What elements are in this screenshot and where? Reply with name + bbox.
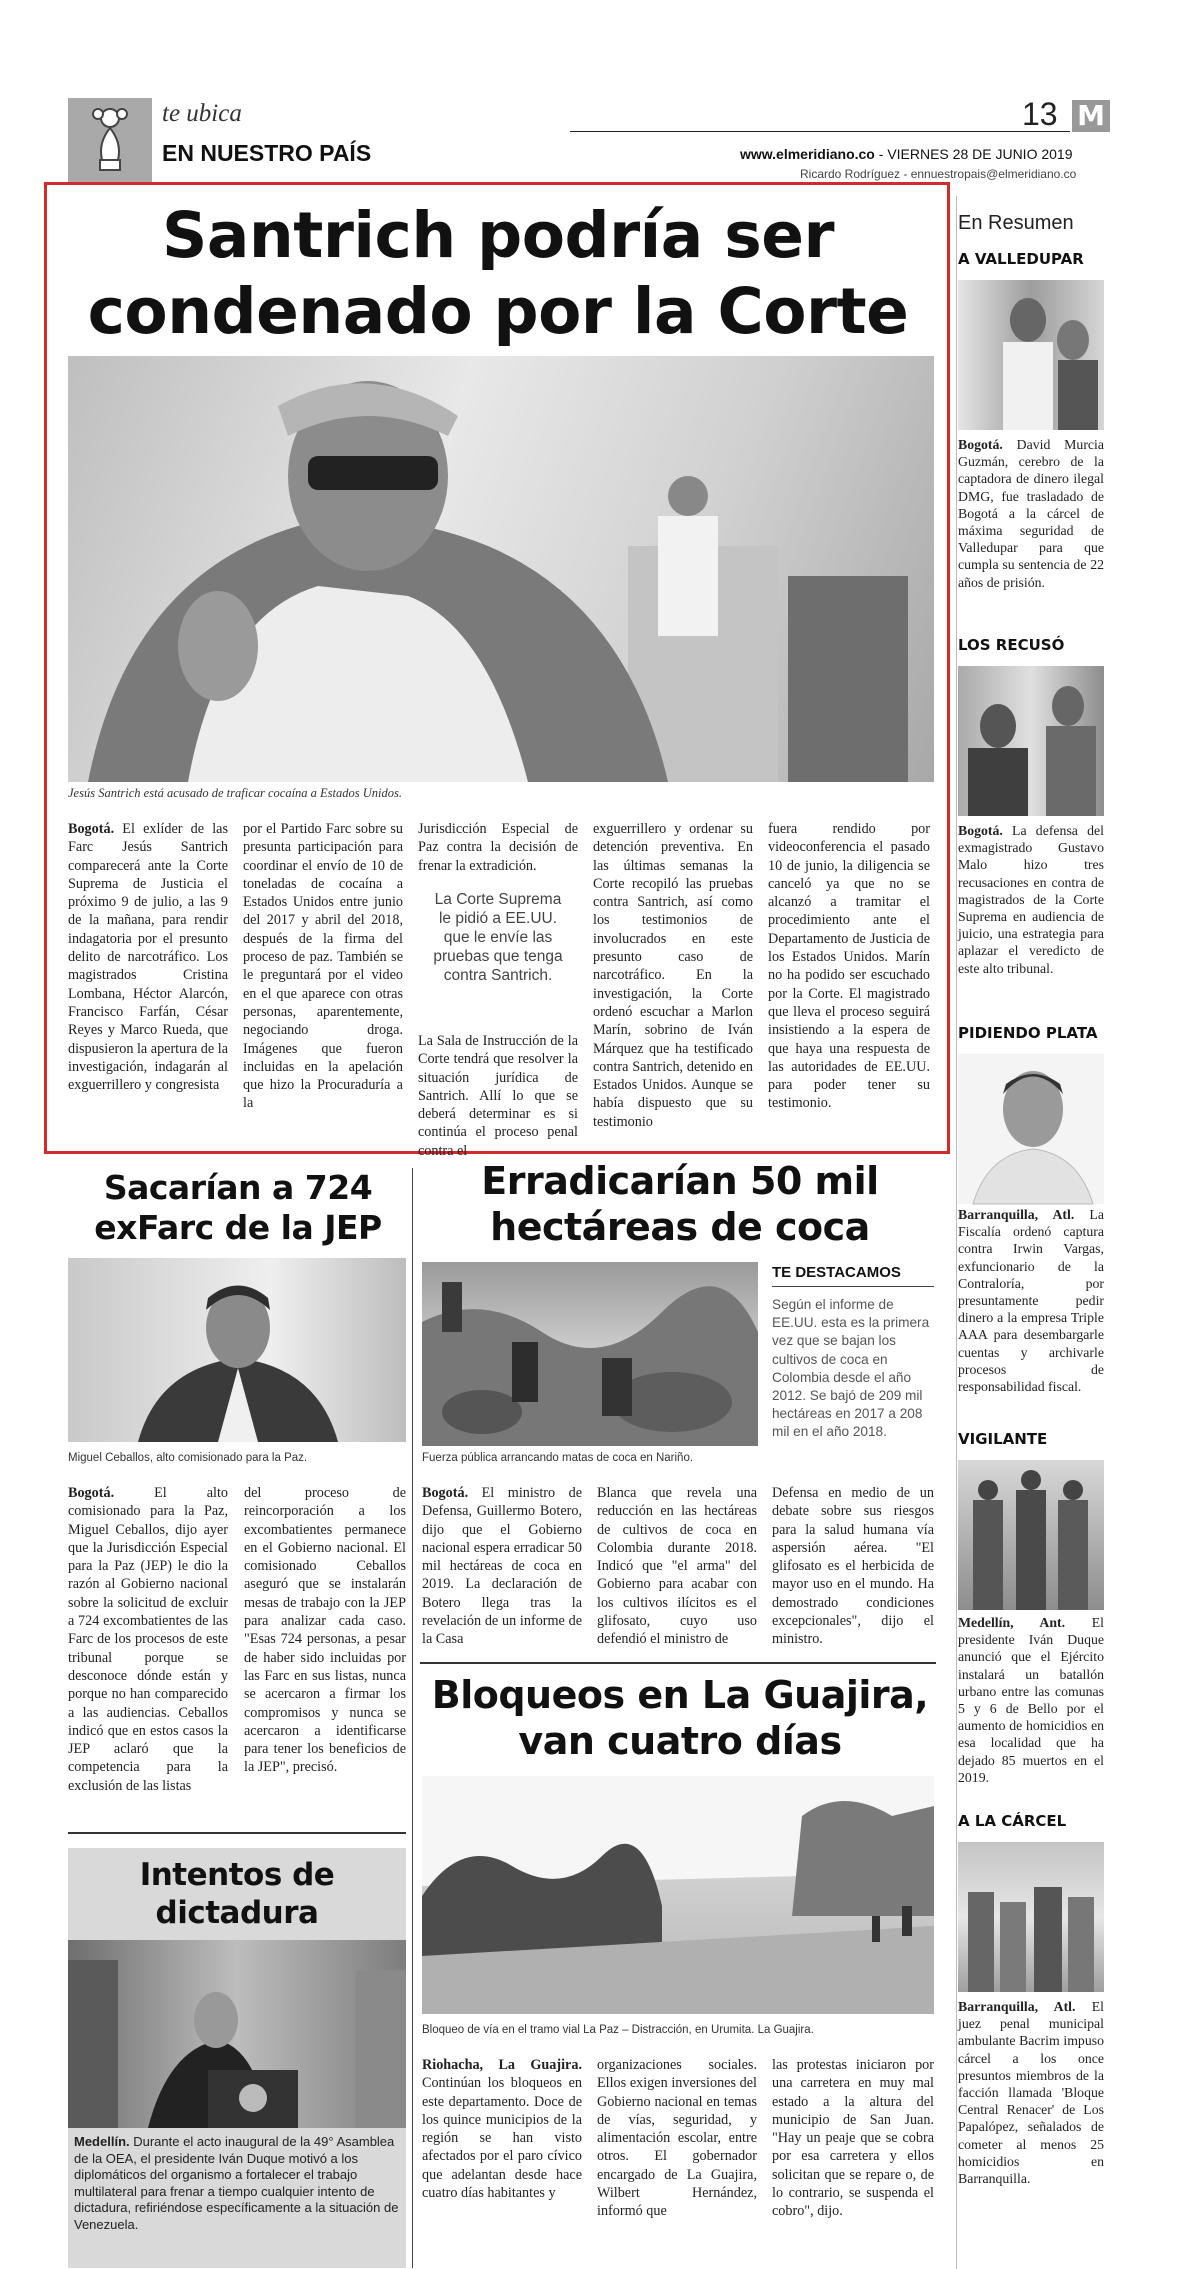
guajira-col-3: las protestas iniciaron por una carretera en muy mal estado a la altura del municipio de San Juan. "Hay un peaje que se cobra por esa carretera y ellos solicitan que se repare o, de lo contrario, se suspenda el cobro", dijo. xyxy=(772,2057,934,2220)
column-divider xyxy=(412,1168,413,2268)
main-col-3a: Jurisdicción Especial de Paz contra la decisión de frenar la extradición. xyxy=(418,821,578,874)
photo-illustration xyxy=(422,1776,934,2014)
sidebar-photo-plata xyxy=(958,1054,1104,1204)
photo-illustration xyxy=(958,280,1104,430)
sidebar-text-carcel: Barranquilla, Atl. El juez penal municipal ambulante Bacrim impuso cárcel a los once presuntos miembros de la facción llamada 'Bloque Central Renacer' de Los Papalópez, señalados de cometer al menos 25 homicidios en Barranquilla. xyxy=(958,1999,1104,2187)
section-logo xyxy=(68,98,152,184)
main-headline: Santrich podría ser condenado por la Corte xyxy=(87,199,909,348)
destacamos-rule xyxy=(772,1286,934,1287)
ceballos-caption: Miguel Ceballos, alto comisionado para la Paz. xyxy=(68,1452,308,1464)
sidebar-photo-vigilante xyxy=(958,1460,1104,1610)
sidebar-photo-carcel xyxy=(958,1842,1104,1992)
dictadura-headline: Intentos de dictadura xyxy=(139,1857,335,1931)
sidebar-text-recuso: Bogotá. La defensa del exmagistrado Gustavo Malo hizo tres recusaciones en contra de magistrados de la Corte Suprema en audiencia de juicio, una estrategia para aplazar el veredicto de este alto tribunal. xyxy=(958,823,1104,976)
sidebar-photo-valledupar xyxy=(958,280,1104,430)
main-col-2: por el Partido Farc sobre su presunta participación para coordinar el envío de 10 de toneladas de cocaína a Estados Unidos entre junio del 2017 y abril del 2018, después de la firma del proceso de paz. También se le preguntará por el video en el que aparece con otras personas, aparentemente, negociando droga. Imágenes que fueron incluidas en la apelación que hizo la Procuraduría a la xyxy=(243,821,403,1112)
section-rule xyxy=(68,1832,406,1834)
sidebar-title: En Resumen xyxy=(958,212,1074,234)
website-link[interactable]: www.elmeridiano.co xyxy=(740,146,875,162)
coca-headline: Erradicarían 50 mil hectáreas de coca xyxy=(481,1159,879,1249)
photo-illustration xyxy=(68,356,934,782)
main-col-3b: La Sala de Instrucción de la Corte tendrá que resolver la situación jurídica de Santrich. Allí lo que se deberá determinar es si continúa el proceso penal contra el xyxy=(418,1033,578,1159)
guajira-photo xyxy=(422,1776,934,2014)
coca-col-2: Blanca que revela una reducción en las hectáreas de cultivos de coca en Colombia durante 2018. Indicó que "el arma" del Gobierno para acabar con los cultivos ilícitos es el glifosato, cuyo uso defendió el ministro de xyxy=(597,1485,757,1648)
pull-quote: La Corte Suprema le pidió a EE.UU. que le envíe las pruebas que tenga contra Santrich. xyxy=(433,891,563,984)
sidebar-photo-recuso xyxy=(958,666,1104,816)
photo-illustration xyxy=(68,1258,406,1442)
sidebar-text-vigilante: Medellín, Ant. El presidente Iván Duque anunció que el Ejército instalará un batallón urbano entre las comunas 5 y 6 de Bello por el aumento de homicidios en esa localidad que ha dejado 85 muertos en el 2019. xyxy=(958,1615,1104,1785)
header-dateline: www.elmeridiano.co - VIERNES 28 DE JUNIO 2019 xyxy=(740,146,1073,162)
photo-illustration xyxy=(422,1262,758,1446)
sidebar-text-valledupar: Bogotá. David Murcia Guzmán, cerebro de la captadora de dinero ilegal DMG, fue trasladado de Bogotá a la cárcel de máxima seguridad de Valledupar para que cumpla su sentencia de 22 años de prisión. xyxy=(958,437,1104,590)
photo-illustration xyxy=(958,1842,1104,1992)
main-photo-caption: Jesús Santrich está acusado de traficar cocaína a Estados Unidos. xyxy=(68,786,402,800)
section-rule xyxy=(420,1662,936,1664)
guajira-col-2: organizaciones sociales. Ellos exigen inversiones del Gobierno nacional en temas de vías, seguridad, y alimentación escolar, entre otros. El gobernador encargado de La Guajira, Wilbert Hernández, informó que xyxy=(597,2057,757,2220)
ceballos-col-2: del proceso de reincorporación a los excombatientes permanece en el Gobierno nacional. El comisionado Ceballos aseguró que se instalarán mesas de trabajo con la JEP para analizar cada caso. "Esas 724 personas, a pesar de haber sido incluidas por las Farc en sus listas, nunca se acercaron a firmar los compromisos y nunca se acercaron a identificarse para tener los beneficios de la JEP", precisó. xyxy=(244,1485,406,1776)
sidebar-item-label: LOS RECUSÓ xyxy=(958,636,1065,654)
coca-photo xyxy=(422,1262,758,1446)
header-kicker: te ubica xyxy=(162,100,242,127)
page-number: 13 xyxy=(1022,96,1058,132)
guajira-caption: Bloqueo de vía en el tramo vial La Paz – Distracción, en Urumita. La Guajira. xyxy=(422,2024,814,2036)
photo-illustration xyxy=(958,666,1104,816)
coca-col-3: Defensa en medio de un debate sobre sus riesgos para la salud humana vía aspersión aérea. "El glifosato es el herbicida de mayor uso en el mundo. Ha demostrado condiciones excepcionales", dijo el ministro. xyxy=(772,1485,934,1648)
header-section: EN NUESTRO PAÍS xyxy=(162,140,372,166)
guajira-col-1: Riohacha, La Guajira. Continúan los bloqueos en este departamento. Doce de los quince municipios de la región se han visto afectados por el paro cívico que adelantan desde hace cuatro días habitantes y xyxy=(422,2057,582,2202)
sidebar-item-label: A VALLEDUPAR xyxy=(958,250,1084,268)
guajira-headline: Bloqueos en La Guajira, van cuatro días xyxy=(431,1673,929,1763)
byline: Ricardo Rodríguez - ennuestropais@elmeridiano.co xyxy=(800,167,1077,181)
ceballos-headline: Sacarían a 724 exFarc de la JEP xyxy=(94,1168,382,1247)
sidebar-item-label: PIDIENDO PLATA xyxy=(958,1024,1098,1042)
photo-illustration xyxy=(958,1054,1104,1204)
ceballos-col-1: Bogotá. El alto comisionado para la Paz, Miguel Ceballos, dijo ayer que la Jurisdicción Especial para la Paz (JEP) le dio la razón al Gobierno nacional sobre la solicitud de excluir a 724 excombatientes de las Farc de los procesos de este tribunal porque se desconoce dónde están y porque no han comparecido a las audiencias. Ceballos indicó que en estos casos la JEP aclaró que la competencia para la exclusión de las listas xyxy=(68,1485,228,1794)
sidebar-item-label: VIGILANTE xyxy=(958,1430,1048,1448)
header-rule-right xyxy=(570,131,1070,132)
destacamos-text: Según el informe de EE.UU. esta es la primera vez que se bajan los cultivos de coca en Colombia desde el año 2012. Se bajó de 209 mil hectáreas en 2017 a 208 mil en el año 2018. xyxy=(772,1297,930,1440)
photo-illustration xyxy=(958,1460,1104,1610)
sidebar-text-plata: Barranquilla, Atl. La Fiscalía ordenó captura contra Irwin Vargas, exfuncionario de la Contraloría, por presuntamente pedir dinero a la empresa Triple AAA para desembargarle cuentas y archivarle procesos de responsabilidad fiscal. xyxy=(958,1207,1104,1395)
sidebar-item-label: A LA CÁRCEL xyxy=(958,1812,1067,1830)
issue-date: VIERNES 28 DE JUNIO 2019 xyxy=(887,146,1073,162)
coca-col-1: Bogotá. El ministro de Defensa, Guillermo Botero, dijo que el Gobierno nacional espera erradicar 50 mil hectáreas de coca en 2019. La declaración de Botero llega tras la revelación de un informe de la Casa xyxy=(422,1485,582,1648)
dictadura-photo xyxy=(68,1940,406,2128)
brand-logo: M xyxy=(1072,100,1110,132)
main-col-1: Bogotá. El exlíder de las Farc Jesús Santrich comparecerá ante la Corte Suprema de Justicia el próximo 9 de julio, a las 9 de la mañana, para rendir indagatoria por el presunto delito de narcotráfico. Los magistrados Cristina Lombana, Héctor Alarcón, Francisco Farfán, César Reyes y Marco Rueda, que dispusieron la apertura de la investigación, indagarán al exguerrillero y congresista xyxy=(68,821,228,1094)
logo-figure-icon xyxy=(68,98,152,184)
santrich-photo xyxy=(68,356,934,782)
main-col-4: exguerrillero y ordenar su detención preventiva. En las últimas semanas la Corte recopiló las pruebas contra Santrich, así como los testimonios de involucrados en este presunto caso de narcotráfico. En la investigación, la Corte ordenó escuchar a Marlon Marín, sobrino de Iván Márquez que ha testificado contra Santrich, detenido en Estados Unidos. Aunque se había dispuesto que su testimonio xyxy=(593,821,753,1130)
ceballos-photo xyxy=(68,1258,406,1442)
coca-caption: Fuerza pública arrancando matas de coca en Nariño. xyxy=(422,1452,694,1464)
main-col-5: fuera rendido por videoconferencia el pasado 10 de junio, la diligencia se canceló ya que no se alcanzó a tramitar el procedimiento ante el Departamento de Justicia de los Estados Unidos. Marín no ha podido ser escuchado por la Corte. El magistrado que lleva el proceso seguirá insistiendo a la espera de que haya una respuesta de las autoridades de EE.UU. para poder tener su testimonio. xyxy=(768,821,930,1112)
destacamos-title: TE DESTACAMOS xyxy=(772,1264,901,1281)
photo-illustration xyxy=(68,1940,406,2128)
dictadura-text: Medellín. Durante el acto inaugural de la 49° Asamblea de la OEA, el presidente Iván Duque motivó a los diplomáticos del organismo a fortalecer el trabajo multilateral para frenar a tiempo cualquier intento de dictadura, refiriéndose específicamente a la situación de Venezuela. xyxy=(74,2134,399,2232)
